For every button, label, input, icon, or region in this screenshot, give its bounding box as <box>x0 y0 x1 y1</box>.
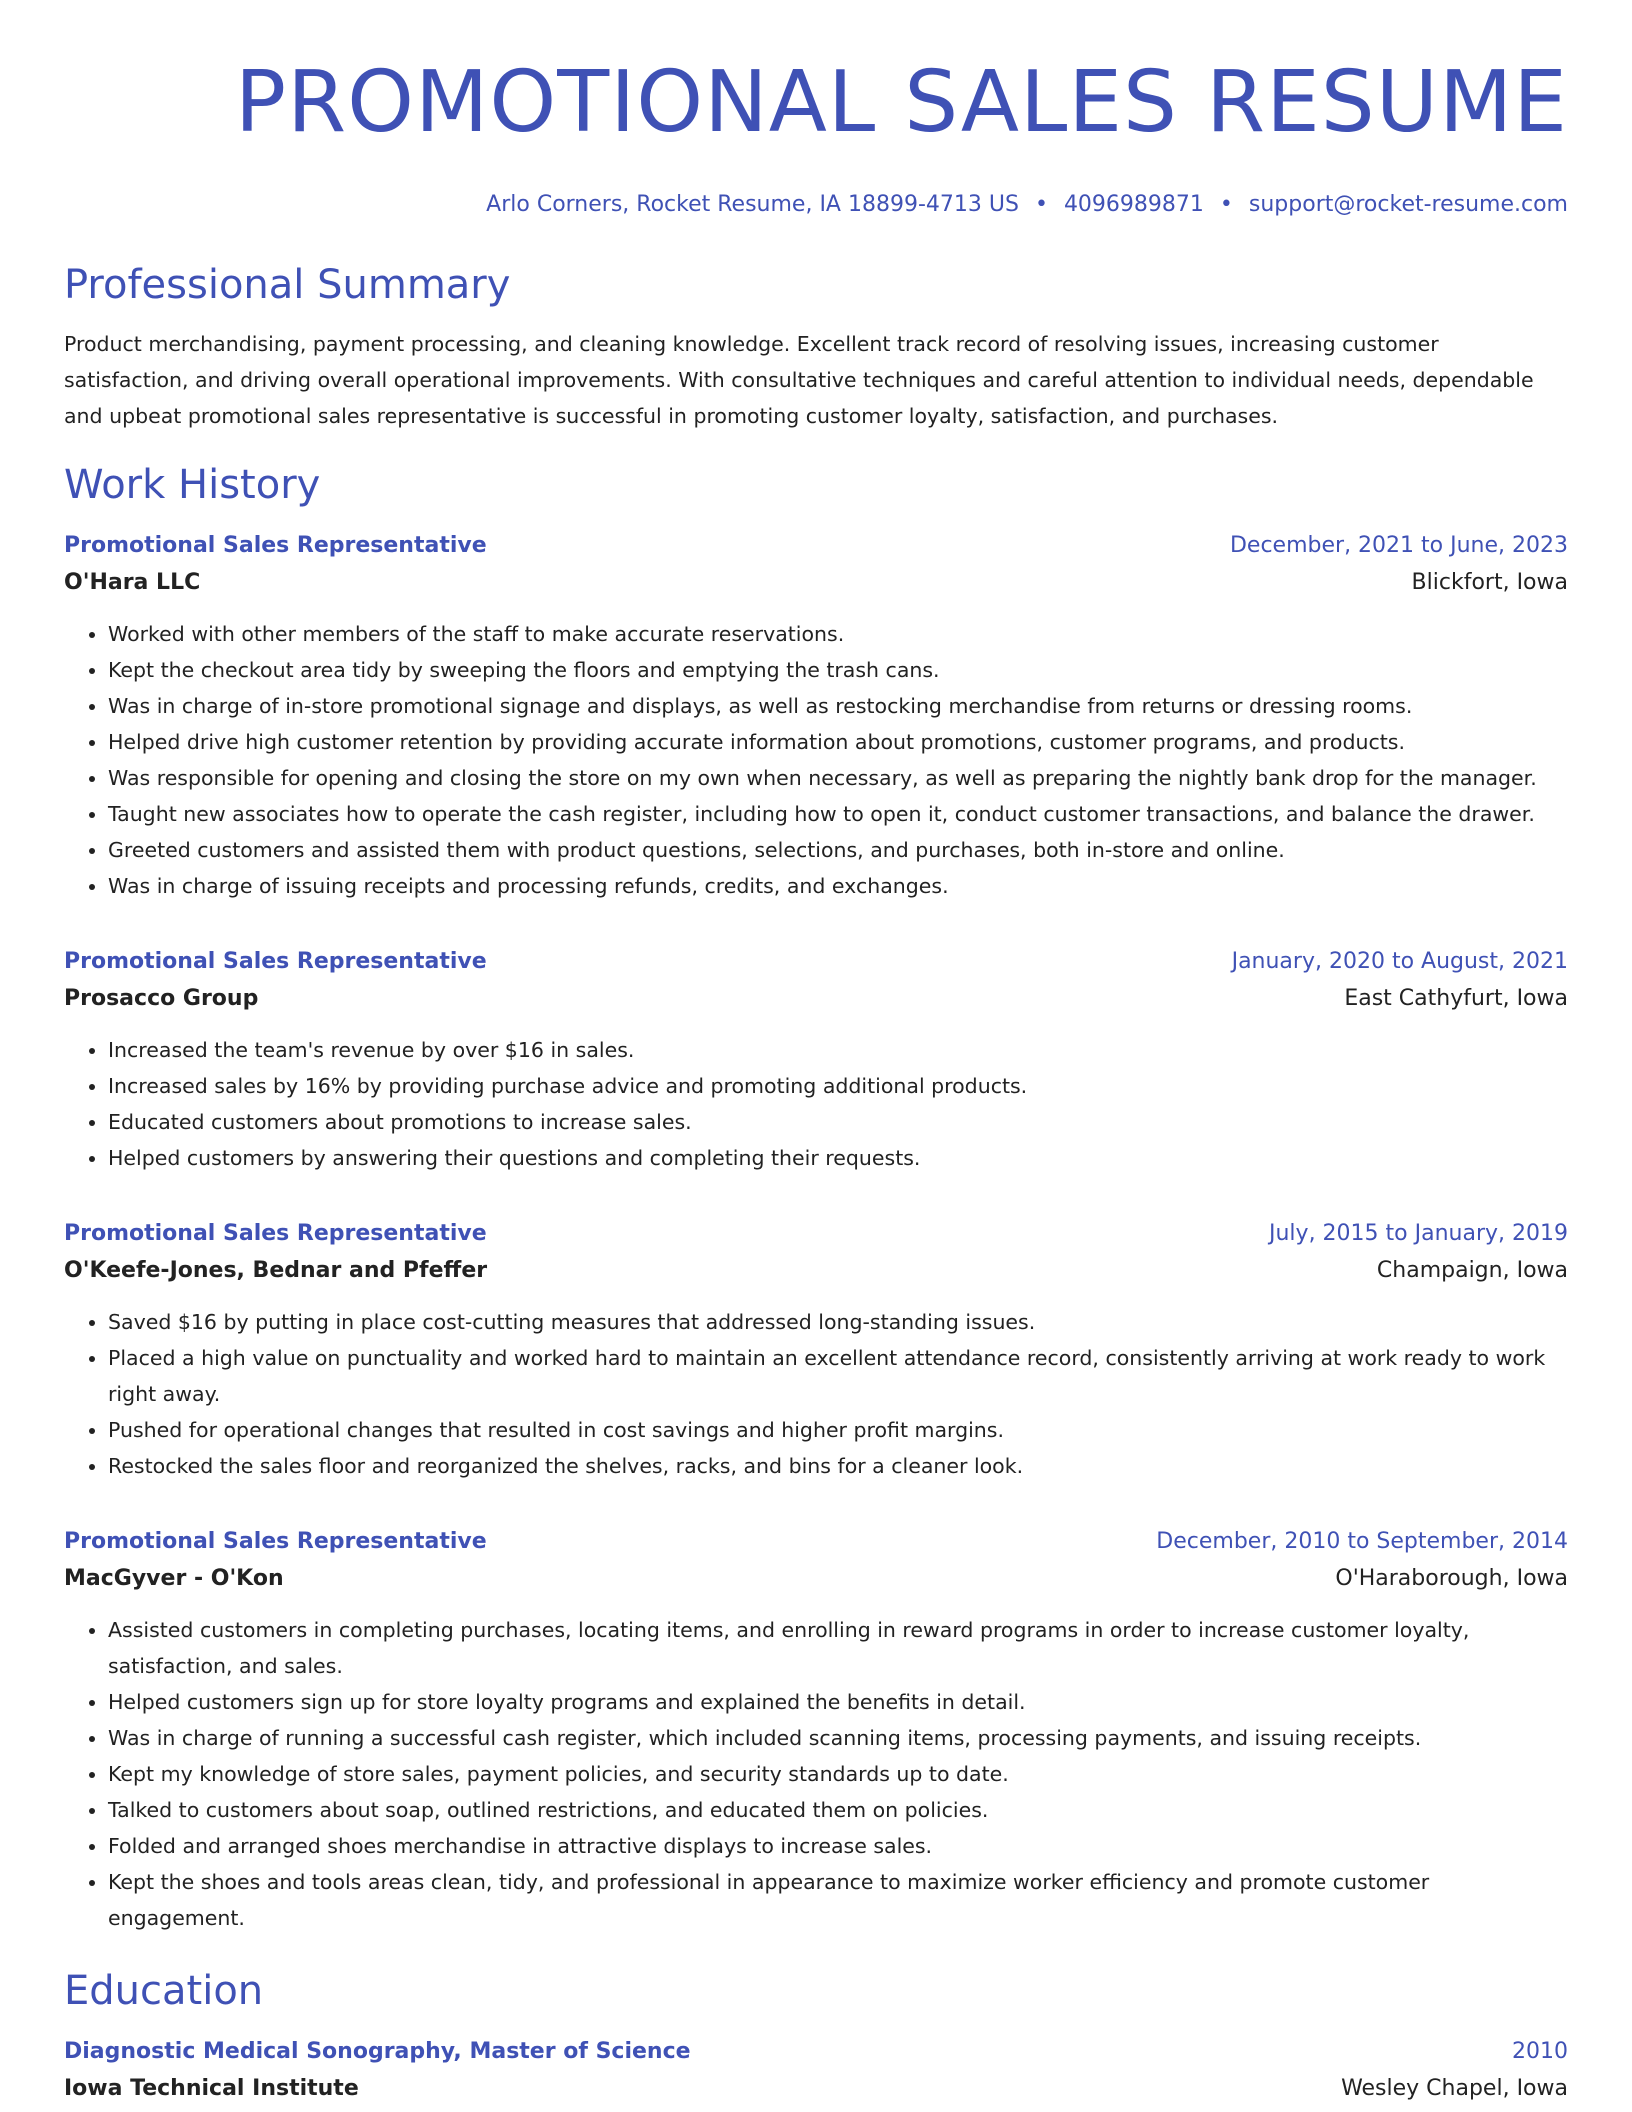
job-bullet: • Kept the shoes and tools areas clean, tidy, and professional in appearance to maximize worker efficiency and promote customer engagement. <box>108 1864 1568 1936</box>
job-entry <box>64 1216 1568 1484</box>
job-company: O'Keefe-Jones, Bednar and Pfeffer <box>64 1258 488 1283</box>
job-dates: December, 2021 to June, 2023 <box>1229 533 1568 558</box>
job-dates: July, 2015 to January, 2019 <box>1269 1221 1568 1246</box>
job-bullet: • Placed a high value on punctuality and worked hard to maintain an excellent attendance record, consistently arriving at work ready to work right away. <box>108 1340 1568 1412</box>
job-location: East Cathyfurt, Iowa <box>1344 986 1568 1011</box>
job-location: O'Haraborough, Iowa <box>1335 1566 1568 1591</box>
job-bullet: • Increased the team's revenue by over $16 in sales. <box>108 1032 1568 1068</box>
summary-section <box>64 258 1568 434</box>
contact-email: support@rocket-resume.com <box>1248 192 1568 217</box>
contact-separator: • <box>1219 192 1233 217</box>
job-bullets <box>64 616 1568 904</box>
summary-heading: Professional Summary <box>64 262 511 308</box>
job-company: Prosacco Group <box>64 986 259 1011</box>
education-degree: Diagnostic Medical Sonography, Master of Science <box>64 2039 691 2064</box>
job-bullets <box>64 1612 1568 1936</box>
job-bullet: • Educated customers about promotions to increase sales. <box>108 1104 1568 1140</box>
job-bullet: • Restocked the sales floor and reorganized the shelves, racks, and bins for a cleaner look. <box>108 1448 1568 1484</box>
contact-phone: 4096989871 <box>1063 192 1204 217</box>
contact-separator: • <box>1034 192 1048 217</box>
job-location: Blickfort, Iowa <box>1411 570 1568 595</box>
education-heading: Education <box>64 1968 264 2014</box>
job-dates: December, 2010 to September, 2014 <box>1156 1529 1568 1554</box>
job-bullet: • Increased sales by 16% by providing purchase advice and promoting additional products. <box>108 1068 1568 1104</box>
job-bullet: • Taught new associates how to operate the cash register, including how to open it, conduct customer transactions, and balance the drawer. <box>108 796 1568 832</box>
education-section <box>64 1964 1568 2108</box>
job-company: O'Hara LLC <box>64 570 201 595</box>
education-location: Wesley Chapel, Iowa <box>1341 2076 1568 2101</box>
job-bullet: • Was in charge of issuing receipts and processing refunds, credits, and exchanges. <box>108 868 1568 904</box>
contact-address: Arlo Corners, Rocket Resume, IA 18899-4713 US <box>486 192 1019 217</box>
job-bullet: • Worked with other members of the staff to make accurate reservations. <box>108 616 1568 652</box>
job-bullet: • Talked to customers about soap, outlined restrictions, and educated them on policies. <box>108 1792 1568 1828</box>
job-bullet: • Kept my knowledge of store sales, payment policies, and security standards up to date. <box>108 1756 1568 1792</box>
job-bullet: • Helped customers sign up for store loyalty programs and explained the benefits in detail. <box>108 1684 1568 1720</box>
job-bullet: • Helped drive high customer retention by providing accurate information about promotions, customer programs, and products. <box>108 724 1568 760</box>
job-entry <box>64 944 1568 1176</box>
job-bullet: • Was in charge of in-store promotional signage and displays, as well as restocking merchandise from returns or dressing rooms. <box>108 688 1568 724</box>
job-entry <box>64 528 1568 904</box>
job-role: Promotional Sales Representative <box>64 1221 487 1246</box>
work-history-heading: Work History <box>64 462 321 508</box>
resume-header <box>64 0 1568 220</box>
job-role: Promotional Sales Representative <box>64 949 487 974</box>
education-school: Iowa Technical Institute <box>64 2076 359 2101</box>
job-bullet: • Was in charge of running a successful cash register, which included scanning items, processing payments, and issuing receipts. <box>108 1720 1568 1756</box>
job-dates: January, 2020 to August, 2021 <box>1231 949 1568 974</box>
job-bullet: • Kept the checkout area tidy by sweeping the floors and emptying the trash cans. <box>108 652 1568 688</box>
resume-title: PROMOTIONAL SALES RESUME <box>234 53 1568 152</box>
job-bullet: • Was responsible for opening and closing the store on my own when necessary, as well as preparing the nightly bank drop for the manager. <box>108 760 1568 796</box>
job-role: Promotional Sales Representative <box>64 533 487 558</box>
job-bullet: • Assisted customers in completing purchases, locating items, and enrolling in reward programs in order to increase customer loyalty, satisfaction, and sales. <box>108 1612 1568 1684</box>
job-bullet: • Pushed for operational changes that resulted in cost savings and higher profit margins. <box>108 1412 1568 1448</box>
education-year: 2010 <box>1512 2039 1568 2064</box>
job-bullet: • Saved $16 by putting in place cost-cutting measures that addressed long-standing issues. <box>108 1304 1568 1340</box>
job-bullets <box>64 1032 1568 1176</box>
job-bullet: • Folded and arranged shoes merchandise in attractive displays to increase sales. <box>108 1828 1568 1864</box>
job-entry <box>64 1524 1568 1936</box>
summary-text: Product merchandising, payment processing, and cleaning knowledge. Excellent track record of resolving issues, increasing customer satisfaction, and driving overall operational improvements. With consultative techniques and careful attention to individual needs, dependable and upbeat promotional sales representative is successful in promoting customer loyalty, satisfaction, and purchases. <box>64 332 1534 428</box>
job-role: Promotional Sales Representative <box>64 1529 487 1554</box>
education-entry <box>64 2034 1568 2108</box>
job-bullet: • Greeted customers and assisted them with product questions, selections, and purchases, both in-store and online. <box>108 832 1568 868</box>
contact-line <box>64 190 1568 220</box>
job-location: Champaign, Iowa <box>1376 1258 1568 1283</box>
job-bullets <box>64 1304 1568 1484</box>
job-company: MacGyver - O'Kon <box>64 1566 284 1591</box>
work-history-section <box>64 458 1568 1936</box>
job-bullet: • Helped customers by answering their questions and completing their requests. <box>108 1140 1568 1176</box>
